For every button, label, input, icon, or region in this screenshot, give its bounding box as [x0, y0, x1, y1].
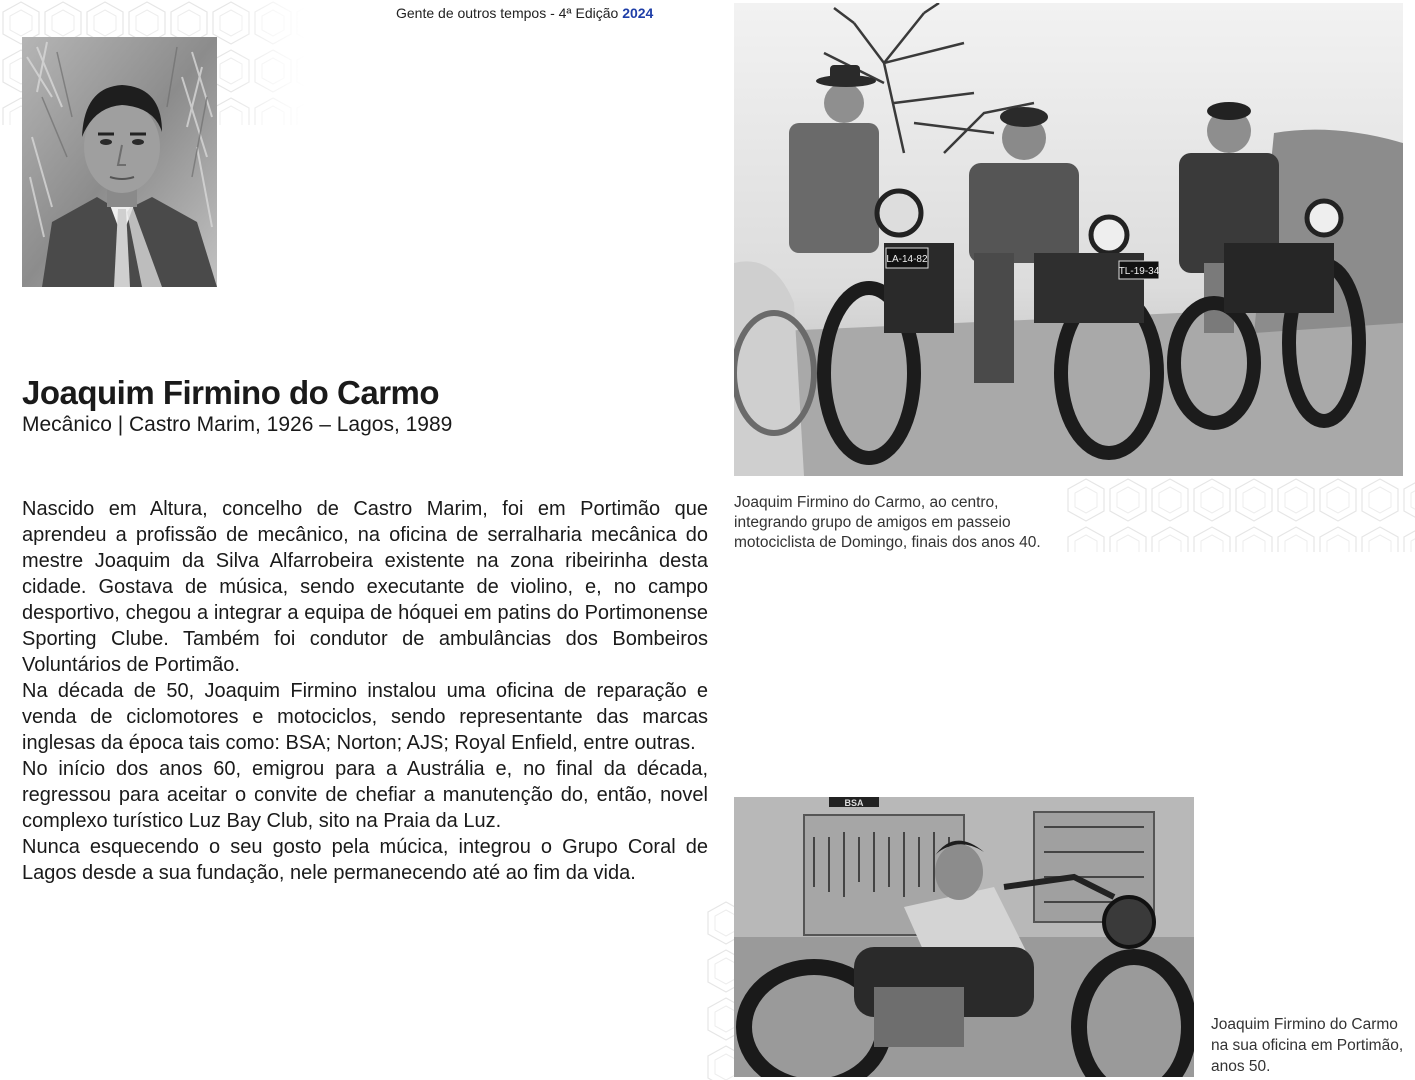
- bsa-sign: BSA: [844, 798, 864, 808]
- caption-workshop-photo: Joaquim Firmino do Carmo na sua oficina em Portimão, anos 50.: [1211, 1016, 1404, 1075]
- workshop-photo: [734, 797, 1194, 1077]
- person-subtitle: Mecânico | Castro Marim, 1926 – Lagos, 1989: [22, 413, 453, 436]
- plate-left: LA-14-82: [886, 254, 928, 265]
- edition-year: 2024: [622, 5, 654, 21]
- person-name: Joaquim Firmino do Carmo: [22, 374, 440, 411]
- edition-text: Gente de outros tempos - 4ª Edição: [396, 5, 619, 21]
- hex-pattern-bottom: [705, 900, 735, 1080]
- edition-header: [396, 5, 653, 21]
- hex-pattern-caption-right: [1065, 477, 1415, 552]
- bio-paragraph: No início dos anos 60, emigrou para a Austrália e, no final da década, regressou para aceitar o convite de chefiar a manutenção do, então, novel complexo turístico Luz Bay Club, sito na Praia da Luz.: [22, 758, 708, 832]
- bio-paragraph: Nunca esquecendo o seu gosto pela múcica, integrou o Grupo Coral de Lagos desde a sua fundação, nele permanecendo até ao fim da vida.: [22, 836, 708, 884]
- portrait-photo: [22, 37, 217, 287]
- motorcycle-group-photo: [734, 3, 1403, 476]
- caption-top-photo: Joaquim Firmino do Carmo, ao centro, integrando grupo de amigos em passeio motociclista de Domingo, finais dos anos 40.: [734, 494, 1041, 551]
- bio-paragraph: Nascido em Altura, concelho de Castro Marim, foi em Portimão que aprendeu a profissão de mecânico, na oficina de serralharia mecânica do mestre Joaquim da Silva Alfarrobeira existente na zona ribeirinha desta cidade. Gostava de música, sendo executante de violino, e, no campo desportivo, chegou a integrar a equipa de hóquei em patins do Portimonense Sporting Clube. Também foi condutor de ambulâncias dos Bombeiros Voluntários de Portimão.: [22, 498, 708, 676]
- plate-middle: TL-19-34: [1118, 266, 1160, 277]
- biography: [22, 496, 708, 886]
- bio-paragraph: Na década de 50, Joaquim Firmino instalou uma oficina de reparação e venda de ciclomotores e motociclos, sendo representante das marcas inglesas da época tais como: BSA; Norton; AJS; Royal Enfield, entre outras.: [22, 680, 708, 754]
